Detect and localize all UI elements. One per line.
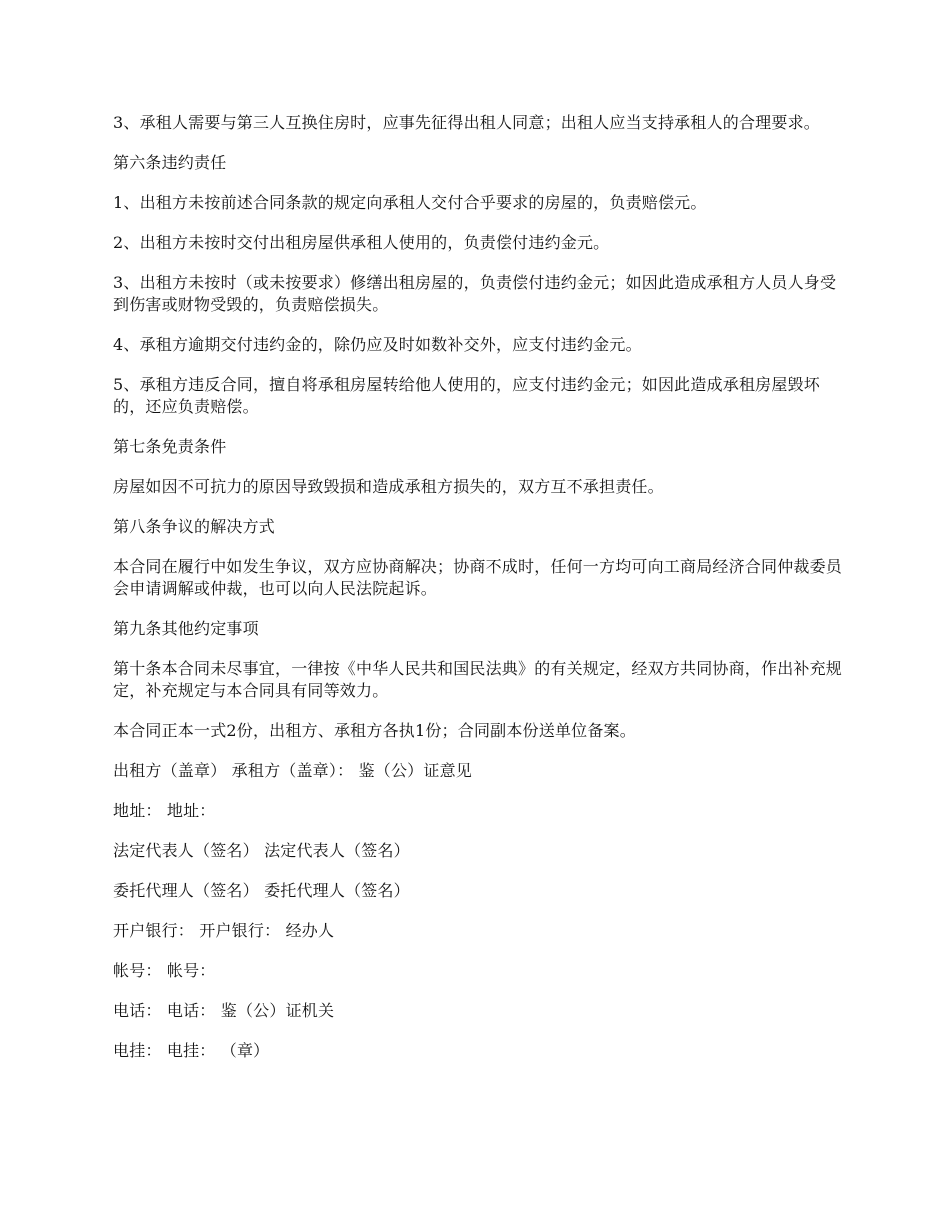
clause-6-2: 2、出租方未按时交付出租房屋供承租人使用的，负责偿付违约金元。 bbox=[113, 233, 610, 252]
phone-line: 电话： 电话： 鉴（公）证机关 bbox=[113, 1001, 335, 1020]
legal-rep-line: 法定代表人（签名） 法定代表人（签名） bbox=[113, 841, 410, 860]
bank-line: 开户银行： 开户银行： 经办人 bbox=[113, 921, 335, 940]
signature-parties-line: 出租方（盖章） 承租方（盖章）： 鉴（公）证意见 bbox=[113, 761, 472, 780]
article-7-heading: 第七条免责条件 bbox=[113, 437, 227, 456]
clause-6-1: 1、出租方未按前述合同条款的规定向承租人交付合乎要求的房屋的，负责赔偿元。 bbox=[113, 193, 707, 212]
clause-6-5: 5、承租方违反合同，擅自将承租房屋转给他人使用的，应支付违约金元；如因此造成承租房屋毁坏的，还应负责赔偿。 bbox=[113, 375, 820, 416]
telegraph-line: 电挂： 电挂： （章） bbox=[113, 1041, 270, 1060]
article-8-text: 本合同在履行中如发生争议，双方应协商解决；协商不成时，任何一方均可向工商局经济合同仲裁委员会申请调解或仲裁，也可以向人民法院起诉。 bbox=[113, 557, 843, 598]
article-10-text: 第十条本合同未尽事宜，一律按《中华人民共和国民法典》的有关规定，经双方共同协商，作出补充规定，补充规定与本合同具有同等效力。 bbox=[113, 659, 843, 700]
article-7-text: 房屋如因不可抗力的原因导致毁损和造成承租方损失的，双方互不承担责任。 bbox=[113, 477, 664, 496]
document-page bbox=[113, 112, 848, 1080]
clause-6-3: 3、出租方未按时（或未按要求）修缮出租房屋的，负责偿付违约金元；如因此造成承租方人员人身受到伤害或财物受毁的，负责赔偿损失。 bbox=[113, 273, 837, 314]
clause-5-3: 3、承租人需要与第三人互换住房时，应事先征得出租人同意；出租人应当支持承租人的合理要求。 bbox=[113, 113, 820, 132]
article-9-heading: 第九条其他约定事项 bbox=[113, 619, 259, 638]
article-8-heading: 第八条争议的解决方式 bbox=[113, 517, 276, 536]
agent-line: 委托代理人（签名） 委托代理人（签名） bbox=[113, 881, 410, 900]
article-6-heading: 第六条违约责任 bbox=[113, 153, 227, 172]
address-line: 地址： 地址： bbox=[113, 801, 216, 820]
copies-text: 本合同正本一式2份，出租方、承租方各执1份；合同副本份送单位备案。 bbox=[113, 721, 636, 740]
account-line: 帐号： 帐号： bbox=[113, 961, 216, 980]
clause-6-4: 4、承租方逾期交付违约金的，除仍应及时如数补交外，应支付违约金元。 bbox=[113, 335, 642, 354]
